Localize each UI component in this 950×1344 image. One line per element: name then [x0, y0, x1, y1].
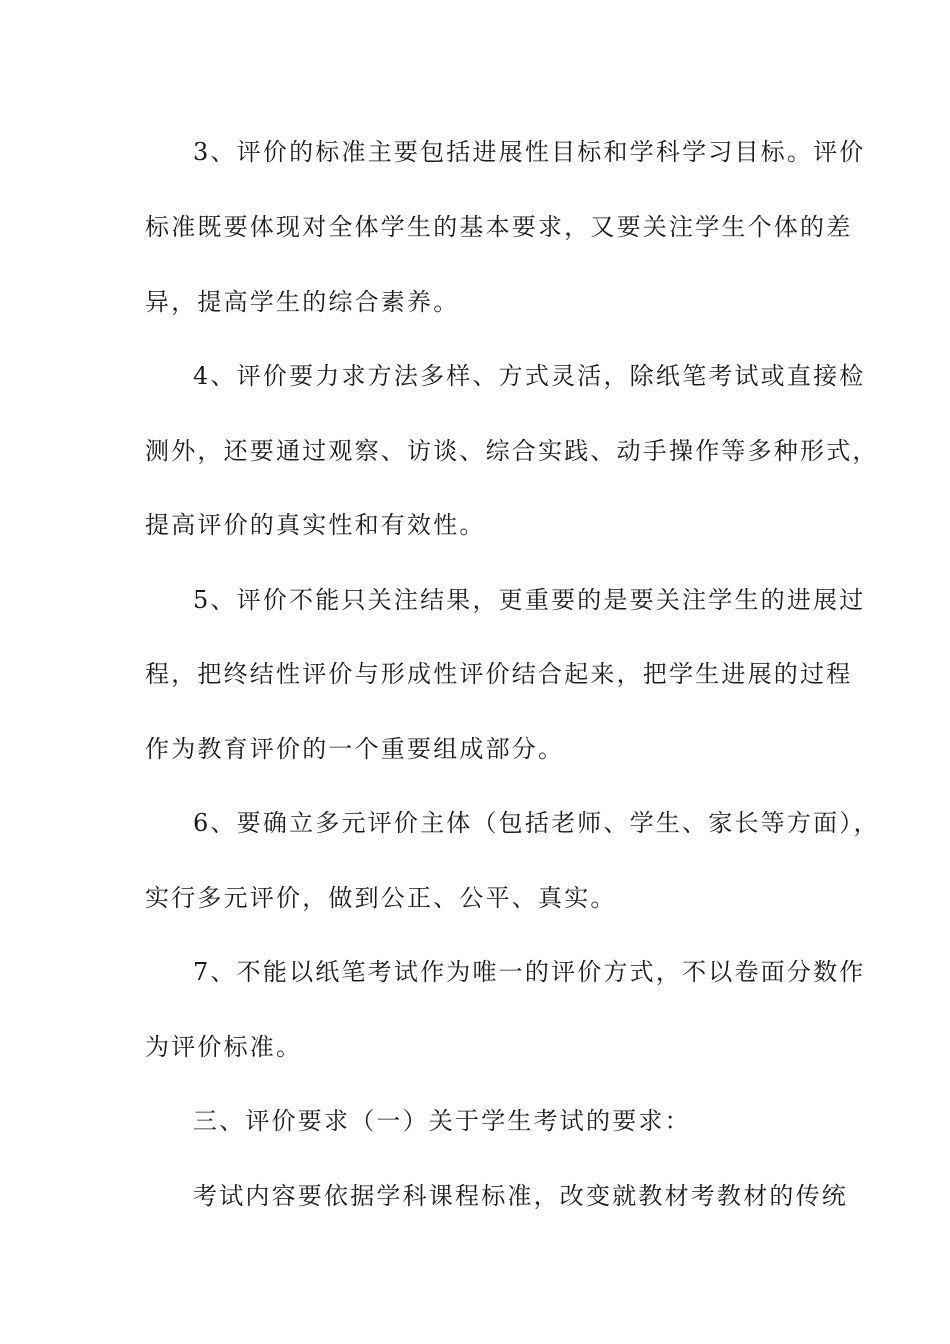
paragraph-5-line-2: 程，把终结性评价与形成性评价结合起来，把学生进展的过程: [145, 660, 853, 688]
paragraph-4-line-3: 提高评价的真实性和有效性。: [145, 511, 486, 539]
paragraph-3-line-1: 3、评价的标准主要包括进展性目标和学科学习目标。评价: [193, 138, 866, 166]
paragraph-3-line-3: 异，提高学生的综合素养。: [145, 288, 460, 316]
paragraph-7-line-1: 7、不能以纸笔考试作为唯一的评价方式，不以卷面分数作: [193, 958, 866, 986]
paragraph-3-line-2: 标准既要体现对全体学生的基本要求，又要关注学生个体的差: [145, 213, 853, 241]
paragraph-5-line-3: 作为教育评价的一个重要组成部分。: [145, 735, 565, 763]
paragraph-6-line-1: 6、要确立多元评价主体（包括老师、学生、家长等方面），: [193, 809, 880, 837]
paragraph-exam-line-1: 考试内容要依据学科课程标准，改变就教材考教材的传统: [193, 1182, 848, 1210]
paragraph-5-line-1: 5、评价不能只关注结果，更重要的是要关注学生的进展过: [193, 586, 866, 614]
paragraph-7-line-2: 为评价标准。: [145, 1033, 303, 1061]
section-heading: 三、评价要求（一）关于学生考试的要求：: [193, 1107, 691, 1135]
paragraph-4-line-1: 4、评价要力求方法多样、方式灵活，除纸笔考试或直接检: [193, 362, 866, 390]
paragraph-6-line-2: 实行多元评价，做到公正、公平、真实。: [145, 884, 617, 912]
paragraph-4-line-2: 测外，还要通过观察、访谈、综合实践、动手操作等多种形式，: [145, 437, 879, 465]
